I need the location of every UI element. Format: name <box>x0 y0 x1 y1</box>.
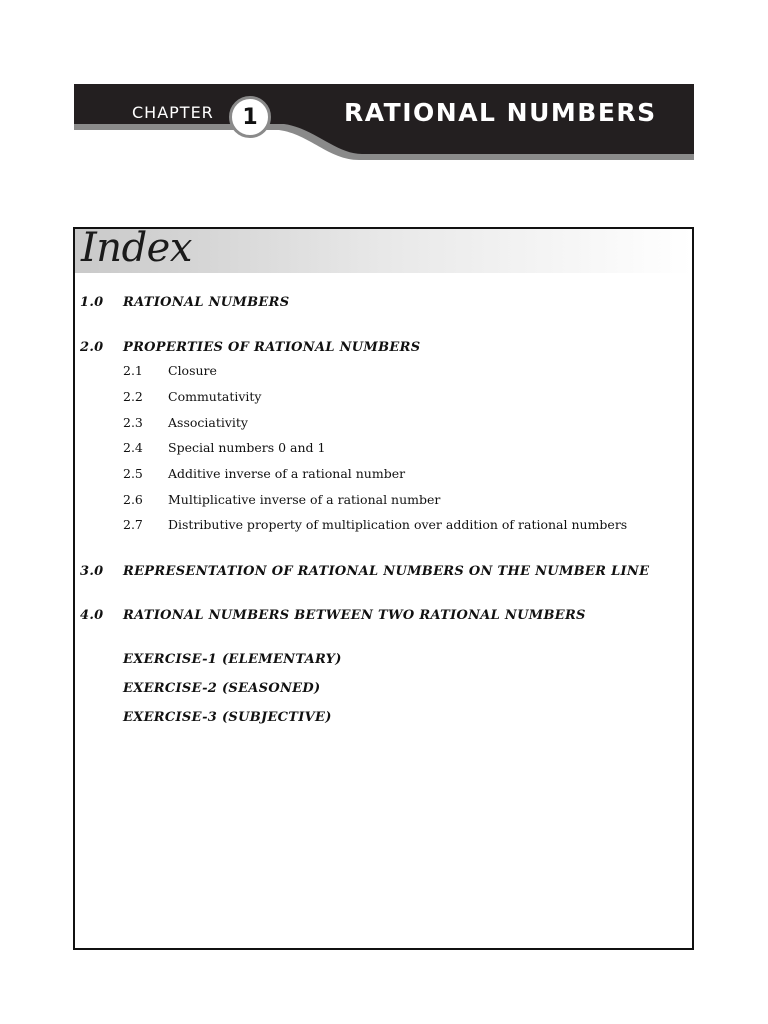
chapter-number-badge: 1 <box>229 96 271 138</box>
subentry-title: Additive inverse of a rational number <box>168 466 406 481</box>
entry-title: RATIONAL NUMBERS <box>123 295 290 310</box>
entry-number: 4.0 <box>80 608 104 623</box>
exercise-entry-2[interactable]: EXERCISE-2 (SEASONED) <box>123 681 321 696</box>
entry-number: 3.0 <box>80 564 104 579</box>
subentry-number: 2.3 <box>123 415 143 430</box>
subentry-number: 2.2 <box>123 389 143 404</box>
chapter-banner <box>74 84 694 160</box>
exercise-entry-1[interactable]: EXERCISE-1 (ELEMENTARY) <box>123 652 342 667</box>
entry-title: RATIONAL NUMBERS BETWEEN TWO RATIONAL NUMBERS <box>123 608 586 623</box>
index-panel <box>73 227 694 950</box>
chapter-label: CHAPTER <box>132 103 214 122</box>
subentry-title: Special numbers 0 and 1 <box>168 440 326 455</box>
subentry-title: Distributive property of multiplication over addition of rational numbers <box>168 517 628 532</box>
subentry-title: Multiplicative inverse of a rational number <box>168 492 441 507</box>
subentry-number: 2.4 <box>123 440 143 455</box>
subentry-title: Commutativity <box>168 389 262 404</box>
subentry-title: Associativity <box>168 415 248 430</box>
subentry-number: 2.6 <box>123 492 143 507</box>
entry-title: PROPERTIES OF RATIONAL NUMBERS <box>123 340 421 355</box>
subentry-title: Closure <box>168 363 217 378</box>
entry-number: 2.0 <box>80 340 104 355</box>
index-heading-bar <box>75 225 692 273</box>
chapter-title: RATIONAL NUMBERS <box>344 98 657 127</box>
subentry-number: 2.5 <box>123 466 143 481</box>
subentry-number: 2.1 <box>123 363 143 378</box>
entry-title: REPRESENTATION OF RATIONAL NUMBERS ON THE NUMBER LINE <box>123 564 650 579</box>
exercise-entry-3[interactable]: EXERCISE-3 (SUBJECTIVE) <box>123 710 332 725</box>
index-heading: Index <box>81 225 192 271</box>
entry-number: 1.0 <box>80 295 104 310</box>
subentry-number: 2.7 <box>123 517 143 532</box>
